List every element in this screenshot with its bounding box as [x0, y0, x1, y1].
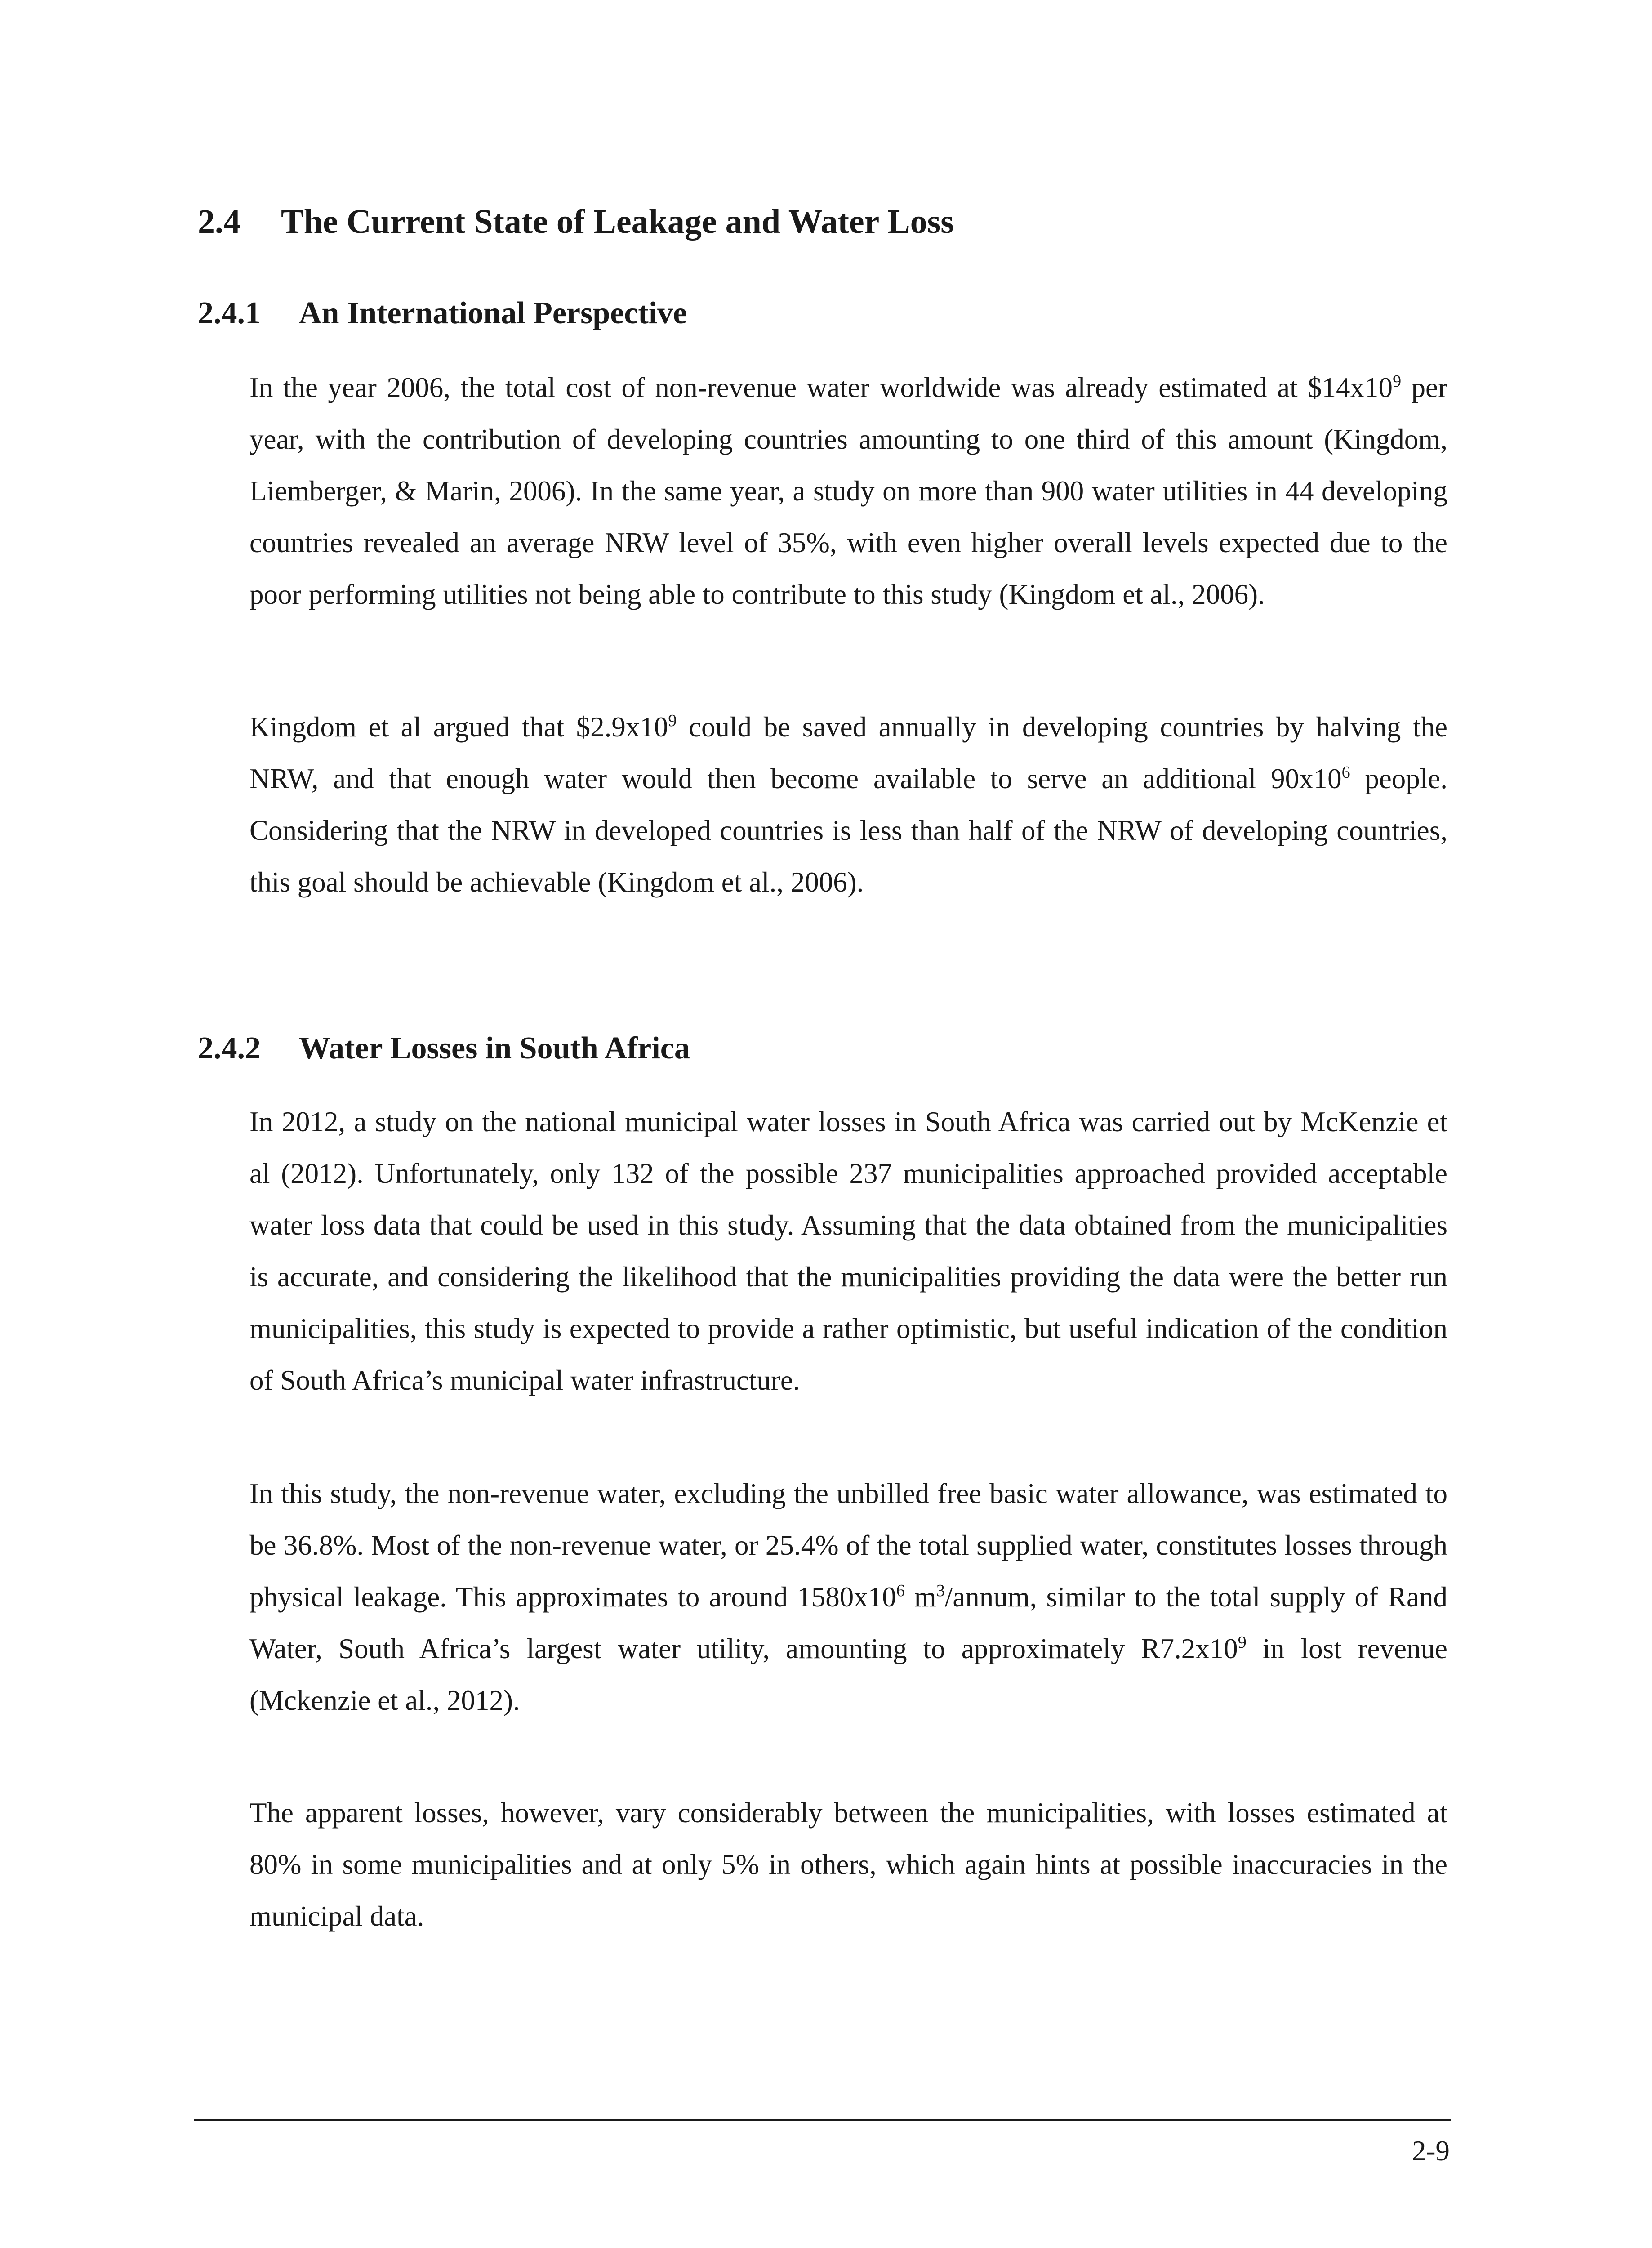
section-heading	[198, 201, 954, 242]
subsection-number: 2.4.1	[198, 296, 261, 330]
paragraph: In the year 2006, the total cost of non-revenue water worldwide was already estimated at $\$14x10^9$ per year, with the contribution of developing countries amounting to one third of this amount (Kingdom, Liemberger, & Marin, 2006). In the same year, a study on more than 900 water utilities in 44 developing countries revealed an average NRW level of 35%, with even higher overall levels expected due to the poor performing utilities not being able to contribute to this study (Kingdom et al., 2006).	[249, 372, 1447, 610]
superscript: 9	[1393, 372, 1402, 391]
subsection-title: Water Losses in South Africa	[299, 1031, 690, 1066]
footer-rule	[194, 2119, 1451, 2121]
superscript: 9	[1238, 1633, 1247, 1652]
superscript: 3	[936, 1581, 945, 1601]
page-number: 2-9	[1412, 2135, 1450, 2167]
section-title: The Current State of Leakage and Water Loss	[281, 203, 954, 241]
subsection-title: An International Perspective	[299, 296, 687, 330]
paragraph: In this study, the non-revenue water, excluding the unbilled free basic water allowance, was estimated to be 36.8%. Most of the non-revenue water, or 25.4% of the total supplied water, constitutes losses through physical leakage. This approximates to around $1580x10^6$ $m^3$/annum, similar to the total supply of Rand Water, South Africa’s largest water utility, amounting to approximately $R7.2x10^9$ in lost revenue (Mckenzie et al., 2012).	[249, 1478, 1447, 1716]
paragraph: In 2012, a study on the national municipal water losses in South Africa was carried out by McKenzie et al (2012). Unfortunately, only 132 of the possible 237 municipalities approached provided acceptable water loss data that could be used in this study. Assuming that the data obtained from the municipalities is accurate, and considering the likelihood that the municipalities providing the data were the better run municipalities, this study is expected to provide a rather optimistic, but useful indication of the condition of South Africa’s municipal water infrastructure.	[249, 1106, 1447, 1396]
subsection-number: 2.4.2	[198, 1031, 261, 1066]
superscript: 6	[896, 1581, 905, 1601]
superscript: 9	[668, 711, 677, 731]
paragraph: Kingdom et al argued that $\$2.9x10^9$ could be saved annually in developing countries by halving the NRW, and that enough water would then become available to serve an additional $90x10^6$ people. Considering that the NRW in developed countries is less than half of the NRW of developing countries, this goal should be achievable (Kingdom et al., 2006).	[249, 711, 1448, 898]
section-number: 2.4	[198, 203, 240, 241]
superscript: 6	[1341, 763, 1350, 782]
paragraph: The apparent losses, however, vary considerably between the municipalities, with losses estimated at 80% in some municipalities and at only 5% in others, which again hints at possible inaccuracies in the municipal data.	[249, 1797, 1447, 1932]
subsection-heading-2-4-2	[198, 1030, 690, 1067]
subsection-heading-2-4-1	[198, 294, 687, 332]
